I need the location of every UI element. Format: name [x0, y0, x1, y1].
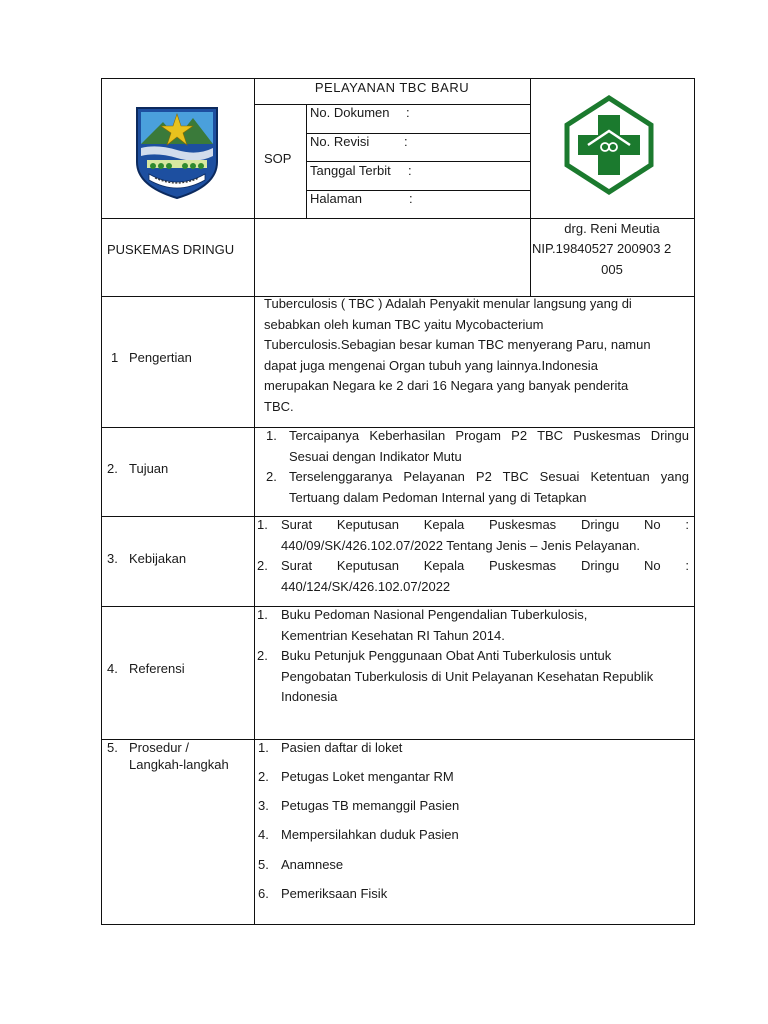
list-number: 2.: [257, 558, 268, 573]
section-kebijakan-label: Kebijakan: [129, 551, 187, 566]
referensi-item-line2: Pengobatan Tuberkulosis di Unit Pelayanan Kesehatan Republik: [281, 668, 654, 684]
kebijakan-item-line1: Surat Keputusan Kepala Puskesmas Dringu No :: [281, 558, 689, 573]
pengertian-line: TBC.: [264, 398, 294, 414]
step-number: 3.: [258, 798, 269, 813]
kebijakan-item-line1: Surat Keputusan Kepala Puskesmas Dringu No :: [281, 517, 689, 532]
field-no-dokumen-sep: :: [406, 105, 410, 120]
field-tanggal-terbit-label: Tanggal Terbit: [310, 163, 391, 178]
pengertian-line: merupakan Negara ke 2 dari 16 Negara yang banyak penderita: [264, 378, 629, 393]
pengertian-line: dapat juga mengenai Organ tubuh yang lainnya.Indonesia: [264, 357, 598, 373]
step-number: 2.: [258, 769, 269, 784]
field-tanggal-terbit-sep: :: [408, 163, 412, 178]
list-number: 2.: [266, 469, 277, 484]
signer-nip-line1: NIP.19840527 200903 2: [532, 241, 672, 256]
pengertian-line: sebabkan oleh kuman TBC yaitu Mycobacterium: [264, 316, 544, 332]
referensi-item-line3: Indonesia: [281, 689, 338, 704]
section-referensi-num: 4.: [107, 661, 118, 676]
pengertian-line: Tuberculosis.Sebagian besar kuman TBC menyerang Paru, namun: [264, 337, 651, 352]
kebijakan-item-line2: 440/09/SK/426.102.07/2022 Tentang Jenis – Jenis Pelayanan.: [281, 537, 640, 553]
step-text: Mempersilahkan duduk Pasien: [281, 827, 459, 842]
step-number: 6.: [258, 886, 269, 901]
step-number: 5.: [258, 857, 269, 872]
section-prosedur-label-line1: Prosedur /: [129, 740, 189, 755]
section-pengertian-num: 1: [111, 350, 119, 365]
kebijakan-item: [257, 556, 689, 597]
field-halaman-label: Halaman: [310, 191, 363, 206]
referensi-item-line1: Buku Petunjuk Penggunaan Obat Anti Tuberkulosis untuk: [281, 648, 612, 663]
tujuan-item-line1: Tercaipanya Keberhasilan Progam P2 TBC Puskesmas Dringu: [289, 428, 689, 443]
step-text: Pemeriksaan Fisik: [281, 886, 388, 901]
document-title: PELAYANAN TBC BARU: [314, 80, 470, 95]
list-number: 2.: [257, 648, 268, 663]
signer-name: drg. Reni Meutia: [564, 221, 660, 236]
step-number: 1.: [258, 740, 269, 755]
kebijakan-item: [257, 515, 689, 556]
field-no-revisi-label: No. Revisi: [310, 134, 370, 149]
section-tujuan-num: 2.: [107, 461, 118, 476]
signer-nip-line2: 005: [601, 262, 623, 277]
pengertian-text: [264, 294, 689, 417]
step-text: Petugas Loket mengantar RM: [281, 769, 454, 784]
kebijakan-list: [257, 515, 689, 597]
section-prosedur-label-line2: Langkah-langkah: [129, 757, 229, 772]
sop-label: SOP: [264, 151, 292, 166]
referensi-item-line2: Kementrian Kesehatan RI Tahun 2014.: [281, 627, 505, 643]
kebijakan-item-line2: 440/124/SK/426.102.07/2022: [281, 578, 451, 594]
section-kebijakan-num: 3.: [107, 551, 118, 566]
referensi-item: [257, 605, 689, 646]
pengertian-line: Tuberculosis ( TBC ) Adalah Penyakit menular langsung yang di: [264, 296, 632, 311]
regency-emblem: [133, 104, 221, 200]
step-text: Petugas TB memanggil Pasien: [281, 798, 460, 813]
section-tujuan-label: Tujuan: [129, 461, 169, 476]
section-referensi-label: Referensi: [129, 661, 185, 676]
field-no-dokumen-label: No. Dokumen: [310, 105, 390, 120]
puskesmas-name: PUSKEMAS DRINGU: [107, 242, 235, 257]
referensi-item: [257, 646, 689, 708]
section-prosedur-num: 5.: [107, 740, 118, 755]
referensi-item-line1: Buku Pedoman Nasional Pengendalian Tuberkulosis,: [281, 607, 588, 622]
list-number: 1.: [257, 517, 268, 532]
puskesmas-logo: [564, 95, 654, 195]
tujuan-item-line2: Tertuang dalam Pedoman Internal yang di Tetapkan: [289, 489, 587, 505]
tujuan-item-line1: Terselenggaranya Pelayanan P2 TBC Sesuai Ketentuan yang: [289, 469, 689, 484]
section-pengertian-label: Pengertian: [129, 350, 192, 365]
referensi-list: [257, 605, 689, 708]
field-halaman-sep: :: [409, 191, 413, 206]
list-number: 1.: [257, 607, 268, 622]
step-text: Anamnese: [281, 857, 344, 872]
list-number: 1.: [266, 428, 277, 443]
step-number: 4.: [258, 827, 269, 842]
step-text: Pasien daftar di loket: [281, 740, 403, 755]
tujuan-item-line2: Sesuai dengan Indikator Mutu: [289, 448, 462, 464]
tujuan-list: [264, 426, 689, 508]
tujuan-item: [264, 467, 689, 508]
tujuan-item: [264, 426, 689, 467]
field-no-revisi-sep: :: [404, 134, 408, 149]
